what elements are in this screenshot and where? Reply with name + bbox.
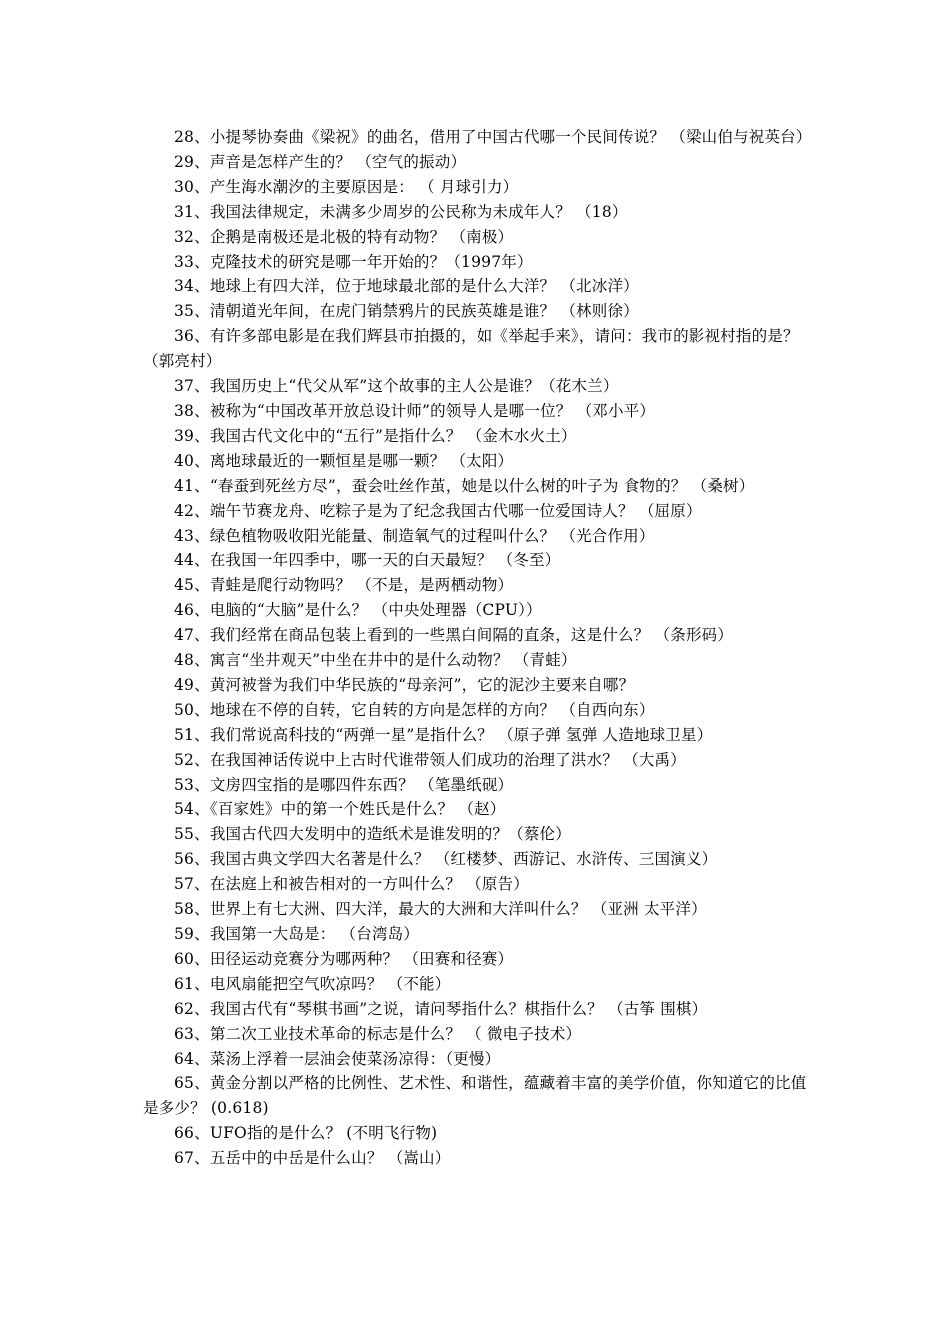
question-item: 45、青蛙是爬行动物吗？ （不是，是两栖动物） xyxy=(174,576,514,595)
question-item: 55、我国古代四大发明中的造纸术是谁发明的？（蔡伦） xyxy=(174,825,571,844)
question-item: 35、清朝道光年间，在虎门销禁鸦片的民族英雄是谁？ （林则徐） xyxy=(174,302,639,321)
question-item: 42、端午节赛龙舟、吃粽子是为了纪念我国古代哪一位爱国诗人？ （屈原） xyxy=(174,501,702,520)
question-item: 29、声音是怎样产生的？ （空气的振动） xyxy=(174,152,467,171)
question-item: 57、在法庭上和被告相对的一方叫什么？ （原告） xyxy=(174,875,529,894)
question-item: 62、我国古代有“琴棋书画”之说，请问琴指什么？棋指什么？ （古筝 围棋） xyxy=(174,999,708,1018)
question-item: 53、文房四宝指的是哪四件东西？ （笔墨纸砚） xyxy=(174,775,514,794)
question-item: 44、在我国一年四季中，哪一天的白天最短？ （冬至） xyxy=(174,551,561,570)
question-item: 64、菜汤上浮着一层油会使菜汤凉得：（更慢） xyxy=(174,1049,501,1068)
question-item: 30、产生海水潮汐的主要原因是： （ 月球引力） xyxy=(174,177,519,196)
question-item: 56、我国古典文学四大名著是什么？ （红楼梦、西游记、水浒传、三国演义） xyxy=(174,850,718,869)
question-item: 41、“春蚕到死丝方尽”，蚕会吐丝作茧，她是以什么树的叶子为 食物的？ （桑树） xyxy=(174,476,755,495)
question-item: 31、我国法律规定，未满多少周岁的公民称为未成年人？ （18） xyxy=(174,202,628,221)
question-item: 46、电脑的“大脑”是什么？ （中央处理器（CPU）） xyxy=(174,601,542,620)
question-item: 37、我国历史上“代父从军”这个故事的主人公是谁？（花木兰） xyxy=(174,377,619,396)
question-item: 66、UFO指的是什么？ (不明飞行物) xyxy=(174,1124,438,1143)
question-item: 36、有许多部电影是在我们辉县市拍摄的，如《举起手来》，请问：我市的影视村指的是？（郭亮村） xyxy=(143,327,799,371)
question-item: 67、五岳中的中岳是什么山？ （嵩山） xyxy=(174,1149,451,1168)
question-item: 65、黄金分割以严格的比例性、艺术性、和谐性，蕴藏着丰富的美学价值，你知道它的比值是多少？ (0.618) xyxy=(143,1074,807,1118)
question-item: 39、我国古代文化中的“五行”是指什么？ （金木水火土） xyxy=(174,426,577,445)
question-item: 49、黄河被誉为我们中华民族的“母亲河”，它的泥沙主要来自哪？ xyxy=(174,675,635,694)
question-item: 61、电风扇能把空气吹凉吗？ （不能） xyxy=(174,974,451,993)
question-item: 50、地球在不停的自转，它自转的方向是怎样的方向？ （自西向东） xyxy=(174,700,655,719)
question-item: 60、田径运动竞赛分为哪两种？ （田赛和径赛） xyxy=(174,949,514,968)
question-item: 38、被称为“中国改革开放总设计师”的领导人是哪一位？ （邓小平） xyxy=(174,401,656,420)
question-item: 47、我们经常在商品包装上看到的一些黑白间隔的直条，这是什么？ （条形码） xyxy=(174,626,734,645)
question-item: 54、《百家姓》中的第一个姓氏是什么？ （赵） xyxy=(174,800,506,819)
question-item: 40、离地球最近的一颗恒星是哪一颗？ （太阳） xyxy=(174,451,514,470)
question-item: 32、企鹅是南极还是北极的特有动物？ （南极） xyxy=(174,227,514,246)
question-item: 33、克隆技术的研究是哪一年开始的？（1997年） xyxy=(174,252,533,271)
question-item: 34、地球上有四大洋，位于地球最北部的是什么大洋？ （北冰洋） xyxy=(174,277,639,296)
question-item: 48、寓言“坐井观天”中坐在井中的是什么动物？ （青蛙） xyxy=(174,651,577,670)
question-list xyxy=(143,125,812,1171)
question-item: 51、我们常说高科技的“两弹一星”是指什么？ （原子弹 氢弹 人造地球卫星） xyxy=(174,725,713,744)
question-item: 63、第二次工业技术革命的标志是什么？ （ 微电子技术） xyxy=(174,1024,582,1043)
question-item: 43、绿色植物吸收阳光能量、制造氧气的过程叫什么？ （光合作用） xyxy=(174,526,655,545)
question-item: 52、在我国神话传说中上古时代谁带领人们成功的治理了洪水？ （大禹） xyxy=(174,750,686,769)
question-item: 58、世界上有七大洲、四大洋，最大的大洲和大洋叫什么？ （亚洲 太平洋） xyxy=(174,900,707,919)
question-item: 28、小提琴协奏曲《梁祝》的曲名，借用了中国古代哪一个民间传说？ （梁山伯与祝英台） xyxy=(174,128,812,146)
question-item: 59、我国第一大岛是： （台湾岛） xyxy=(174,925,420,943)
